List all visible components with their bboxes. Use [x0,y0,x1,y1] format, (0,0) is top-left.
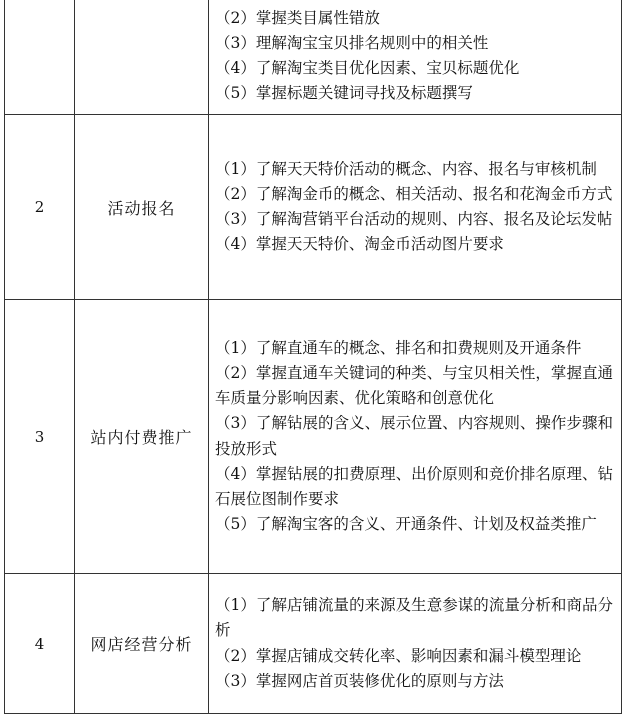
content-item: （5）了解淘宝客的含义、开通条件、计划及权益类推广 [215,515,597,534]
content-item: （4）掌握天天特价、淘金币活动图片要求 [215,235,504,254]
content-item: （1）了解天天特价活动的概念、内容、报名与审核机制 [215,159,597,178]
content-item: （2）了解淘金币的概念、相关活动、报名和花淘金币方式 [215,184,613,203]
content-item: （4）了解淘宝类目优化因素、宝贝标题优化 [215,59,520,77]
module-name-cell: 活动报名 [75,115,209,300]
content-item: （3）理解淘宝宝贝排名规则中的相关性 [215,33,489,52]
row-number-cell: 3 [5,300,75,574]
content-item: （3）了解淘营销平台活动的规则、内容、报名及论坛发帖 [215,210,613,228]
content-item: （5）掌握标题关键词寻找及标题撰写 [215,84,473,103]
module-name-cell: 网店经营分析 [75,574,209,714]
table-row [5,0,622,115]
content-item: （4）掌握钻展的扣费原理、出价原则和竞价排名原理、钻石展位图制作要求 [215,464,613,508]
row-number-cell [5,0,75,115]
module-name-cell [75,0,209,115]
content-cell [209,0,622,115]
content-cell [209,115,622,300]
row-number-cell: 2 [5,115,75,300]
content-item: （1）了解店铺流量的来源及生意参谋的流量分析和商品分析 [215,596,613,640]
table-row [5,574,622,714]
table-row [5,300,622,574]
content-item: （2）掌握直通车关键词的种类、与宝贝相关性，掌握直通车质量分影响因素、优化策略和创意优化 [215,363,613,408]
module-name-cell: 站内付费推广 [75,300,209,574]
row-number-cell: 4 [5,574,75,714]
course-outline-table [4,0,622,714]
content-item: （2）掌握类目属性错放 [215,8,380,27]
content-item: （2）掌握店铺成交转化率、影响因素和漏斗模型理论 [215,646,582,665]
content-cell [209,574,622,714]
content-cell [209,300,622,574]
table-row [5,115,622,300]
content-item: （3）掌握网店首页装修优化的原则与方法 [215,671,504,690]
content-item: （3）了解钻展的含义、展示位置、内容规则、操作步骤和投放形式 [215,414,613,458]
content-item: （1）了解直通车的概念、排名和扣费规则及开通条件 [215,338,582,357]
